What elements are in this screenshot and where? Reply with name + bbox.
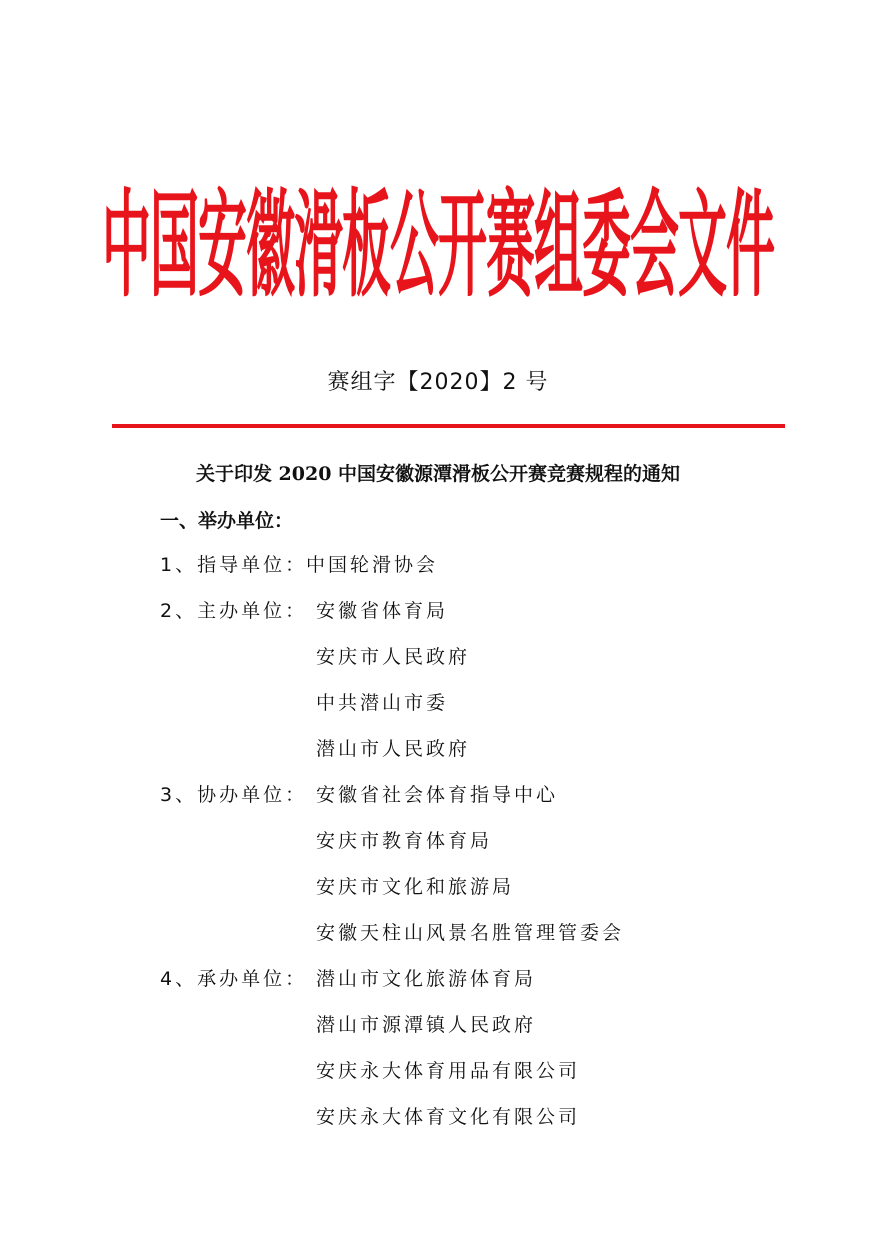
list-item-host-unit [0,642,876,672]
header-title-text: 中国安徽滑板公开赛组委会文件 [101,179,774,314]
list-item-host-unit [0,734,876,764]
item-label: 1、指导单位： [160,554,308,576]
item-value: 潜山市人民政府 [316,738,471,760]
item-value: 中国轮滑协会 [306,554,439,576]
item-label: 2、主办单位： [160,600,308,622]
item-value: 潜山市源潭镇人民政府 [316,1014,537,1036]
list-item-co-organizer [0,872,876,902]
list-item-host-unit [0,688,876,718]
notice-title: 关于印发 2020 中国安徽源潭滑板公开赛竞赛规程的通知 [195,463,681,485]
item-value: 安庆永大体育用品有限公司 [316,1060,581,1082]
item-value: 安徽省体育局 [316,600,449,622]
item-value: 安徽天柱山风景名胜管理管委会 [316,922,625,944]
item-value: 安庆市人民政府 [316,646,471,668]
list-item-undertaking-unit [0,964,876,994]
item-value: 潜山市文化旅游体育局 [316,968,537,990]
item-value: 安庆市文化和旅游局 [316,876,515,898]
list-item-co-organizer [0,780,876,810]
item-value: 安庆市教育体育局 [316,830,493,852]
list-item-co-organizer [0,826,876,856]
item-label: 4、承办单位： [160,968,308,990]
section-heading-organizers: 一、举办单位： [160,510,294,532]
item-value: 安徽省社会体育指导中心 [316,784,559,806]
list-item-undertaking-unit [0,1102,876,1132]
list-item-undertaking-unit [0,1010,876,1040]
item-label: 3、协办单位： [160,784,308,806]
list-item-undertaking-unit [0,1056,876,1086]
document-header-title [100,158,776,318]
list-item-guiding-unit [0,550,876,580]
document-number: 赛组字【2020】2 号 [327,370,549,395]
red-divider-line [112,424,785,428]
item-value: 中共潜山市委 [316,692,449,714]
list-item-co-organizer [0,918,876,948]
list-item-host-unit [0,596,876,626]
item-value: 安庆永大体育文化有限公司 [316,1106,581,1128]
